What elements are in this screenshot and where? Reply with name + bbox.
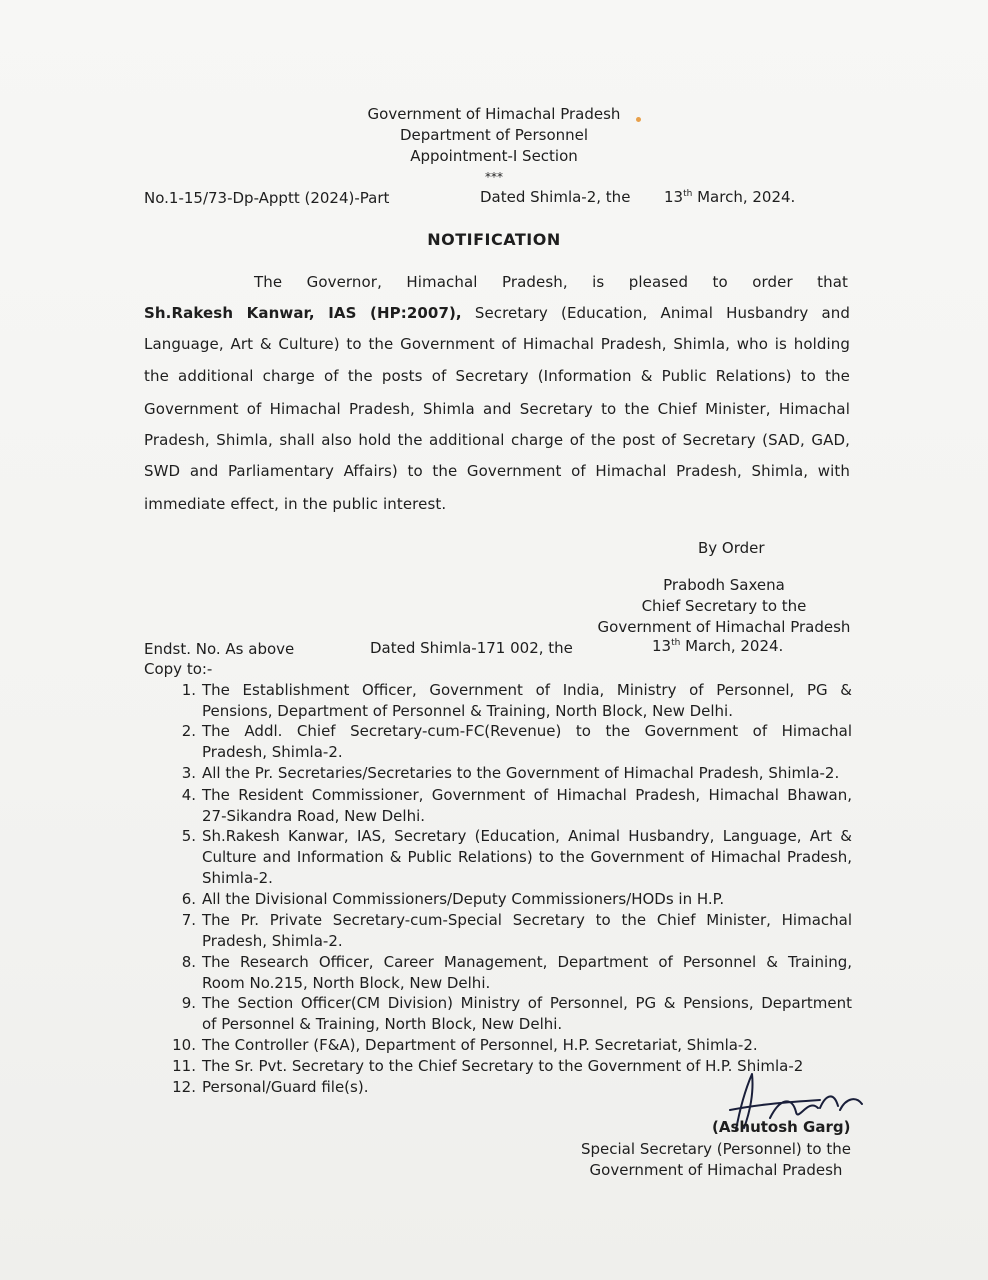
signatory2-designation-1: Special Secretary (Personnel) to the: [581, 1140, 851, 1158]
copy-item-number: 9.: [181, 994, 196, 1012]
signatory2-name: (Ashutosh Garg): [712, 1118, 851, 1136]
copy-item-line: The Addl. Chief Secretary-cum-FC(Revenue) to the Government of Himachal: [202, 722, 852, 740]
endst-dated-label: Dated Shimla-171 002, the: [370, 639, 573, 657]
body-line-6: Pradesh, Shimla, shall also hold the additional charge of the post of Secretary (SAD, GAD,: [144, 431, 850, 449]
copy-item-number: 12.: [172, 1078, 196, 1096]
copy-item-line: All the Pr. Secretaries/Secretaries to the Government of Himachal Pradesh, Shimla-2.: [202, 764, 840, 782]
copy-item-number: 11.: [172, 1057, 196, 1075]
copy-item-number: 7.: [181, 911, 196, 929]
body-line-3: Language, Art & Culture) to the Government of Himachal Pradesh, Shimla, who is holding: [144, 335, 850, 353]
copy-item-line: All the Divisional Commissioners/Deputy Commissioners/HODs in H.P.: [202, 890, 725, 908]
copy-item-text: [202, 993, 852, 1035]
signatory-name: Prabodh Saxena: [663, 576, 785, 594]
body-line-8: immediate effect, in the public interest.: [144, 495, 447, 513]
copy-item-number: 2.: [181, 722, 196, 740]
body-line-7: SWD and Parliamentary Affairs) to the Government of Himachal Pradesh, Shimla, with: [144, 462, 850, 480]
signatory2-designation-2: Government of Himachal Pradesh: [589, 1161, 843, 1179]
copy-item-line: Sh.Rakesh Kanwar, IAS, Secretary (Education, Animal Husbandry, Language, Art &: [202, 827, 852, 845]
copy-item-line: Pensions, Department of Personnel & Training, North Block, New Delhi.: [202, 702, 733, 720]
copy-item-number: 1.: [181, 681, 196, 699]
copy-item-number: 6.: [181, 890, 196, 908]
body-line-5: Government of Himachal Pradesh, Shimla and Secretary to the Chief Minister, Himachal: [144, 400, 850, 418]
notification-title: NOTIFICATION: [427, 230, 561, 249]
copy-item-text: [202, 1035, 852, 1056]
copy-item-line: The Pr. Private Secretary-cum-Special Secretary to the Chief Minister, Himachal: [202, 911, 852, 929]
signatory-designation-2: Government of Himachal Pradesh: [597, 618, 851, 636]
header-section: Appointment-I Section: [410, 147, 578, 165]
copy-item-line: The Research Officer, Career Management, Department of Personnel & Training,: [202, 953, 852, 971]
body-line-2: Sh.Rakesh Kanwar, IAS (HP:2007), Secretary (Education, Animal Husbandry and: [144, 304, 850, 322]
copy-item-text: [202, 721, 852, 763]
body-line-4: the additional charge of the posts of Secretary (Information & Public Relations) to the: [144, 367, 850, 385]
copy-item-number: 10.: [172, 1036, 196, 1054]
copy-item-number: 3.: [181, 764, 196, 782]
copy-item-line: Personal/Guard file(s).: [202, 1078, 369, 1096]
copy-item-text: [202, 826, 852, 889]
signatory-designation-1: Chief Secretary to the: [641, 597, 807, 615]
copy-item-line: Culture and Information & Public Relations) to the Government of Himachal Pradesh,: [202, 848, 852, 866]
header-department: Department of Personnel: [399, 126, 589, 144]
header-government: Government of Himachal Pradesh: [367, 105, 621, 123]
copy-item-text: [202, 910, 852, 952]
endst-number: Endst. No. As above: [144, 640, 295, 658]
reference-date: 13th March, 2024.: [664, 188, 796, 206]
copy-item-line: of Personnel & Training, North Block, New Delhi.: [202, 1015, 563, 1033]
reference-number: No.1-15/73-Dp-Apptt (2024)-Part: [144, 189, 390, 207]
copy-item-line: Pradesh, Shimla-2.: [202, 743, 343, 761]
copy-item-text: [202, 680, 852, 722]
copy-item-text: [202, 952, 852, 994]
copy-item-line: Pradesh, Shimla-2.: [202, 932, 343, 950]
copy-item-number: 4.: [181, 786, 196, 804]
copy-item-line: The Resident Commissioner, Government of Himachal Pradesh, Himachal Bhawan,: [202, 786, 852, 804]
copy-item-line: The Section Officer(CM Division) Ministry of Personnel, PG & Pensions, Department: [202, 994, 852, 1012]
by-order: By Order: [698, 539, 765, 557]
copy-item-text: [202, 889, 852, 910]
body-line-1: The Governor, Himachal Pradesh, is pleased to order that: [254, 273, 848, 291]
ink-mark: [636, 117, 641, 122]
copy-item-line: Shimla-2.: [202, 869, 273, 887]
copy-item-line: 27-Sikandra Road, New Delhi.: [202, 807, 426, 825]
copy-item-line: The Controller (F&A), Department of Personnel, H.P. Secretariat, Shimla-2.: [202, 1036, 758, 1054]
copy-to-label: Copy to:-: [144, 660, 213, 678]
copy-item-number: 5.: [181, 827, 196, 845]
reference-dated-label: Dated Shimla-2, the: [480, 188, 631, 206]
copy-item-text: [202, 785, 852, 827]
copy-item-line: The Establishment Officer, Government of India, Ministry of Personnel, PG &: [202, 681, 852, 699]
copy-item-line: The Sr. Pvt. Secretary to the Chief Secretary to the Government of H.P. Shimla-2: [202, 1057, 804, 1075]
endst-date: 13th March, 2024.: [652, 637, 784, 655]
header-stars: ***: [485, 170, 503, 184]
copy-item-text: [202, 763, 852, 784]
copy-item-line: Room No.215, North Block, New Delhi.: [202, 974, 491, 992]
copy-item-number: 8.: [181, 953, 196, 971]
